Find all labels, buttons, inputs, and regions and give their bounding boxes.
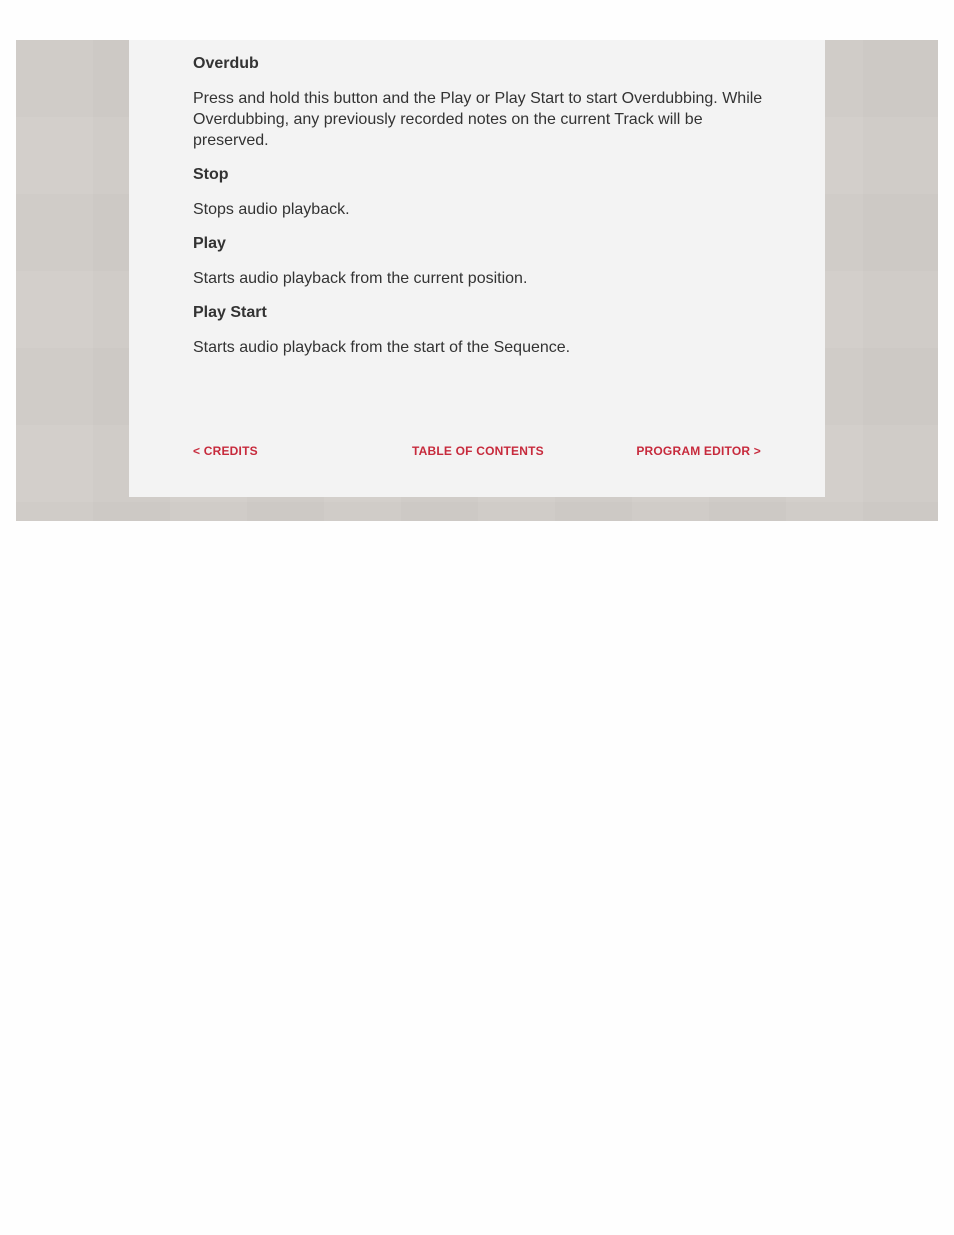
section-overdub <box>193 54 763 151</box>
section-body: Starts audio playback from the current position. <box>193 270 528 287</box>
section-body: Stops audio playback. <box>193 201 350 218</box>
manual-content <box>193 54 763 372</box>
section-stop <box>193 165 763 220</box>
table-of-contents-link[interactable]: TABLE OF CONTENTS <box>412 444 544 458</box>
section-heading: Play Start <box>193 304 267 321</box>
next-link-program-editor[interactable]: PROGRAM EDITOR > <box>636 444 761 458</box>
section-body: Press and hold this button and the Play or Play Start to start Overdubbing. While Overdubbing, any previously recorded notes on the current Track will be preserved. <box>193 90 763 149</box>
section-heading: Stop <box>193 166 229 183</box>
page-navigation <box>193 444 761 460</box>
section-play <box>193 234 763 289</box>
section-heading: Play <box>193 235 226 252</box>
section-play-start <box>193 303 763 358</box>
manual-page <box>129 40 825 497</box>
section-body: Starts audio playback from the start of the Sequence. <box>193 339 571 356</box>
section-heading: Overdub <box>193 55 259 72</box>
prev-link-credits[interactable]: < CREDITS <box>193 444 258 458</box>
